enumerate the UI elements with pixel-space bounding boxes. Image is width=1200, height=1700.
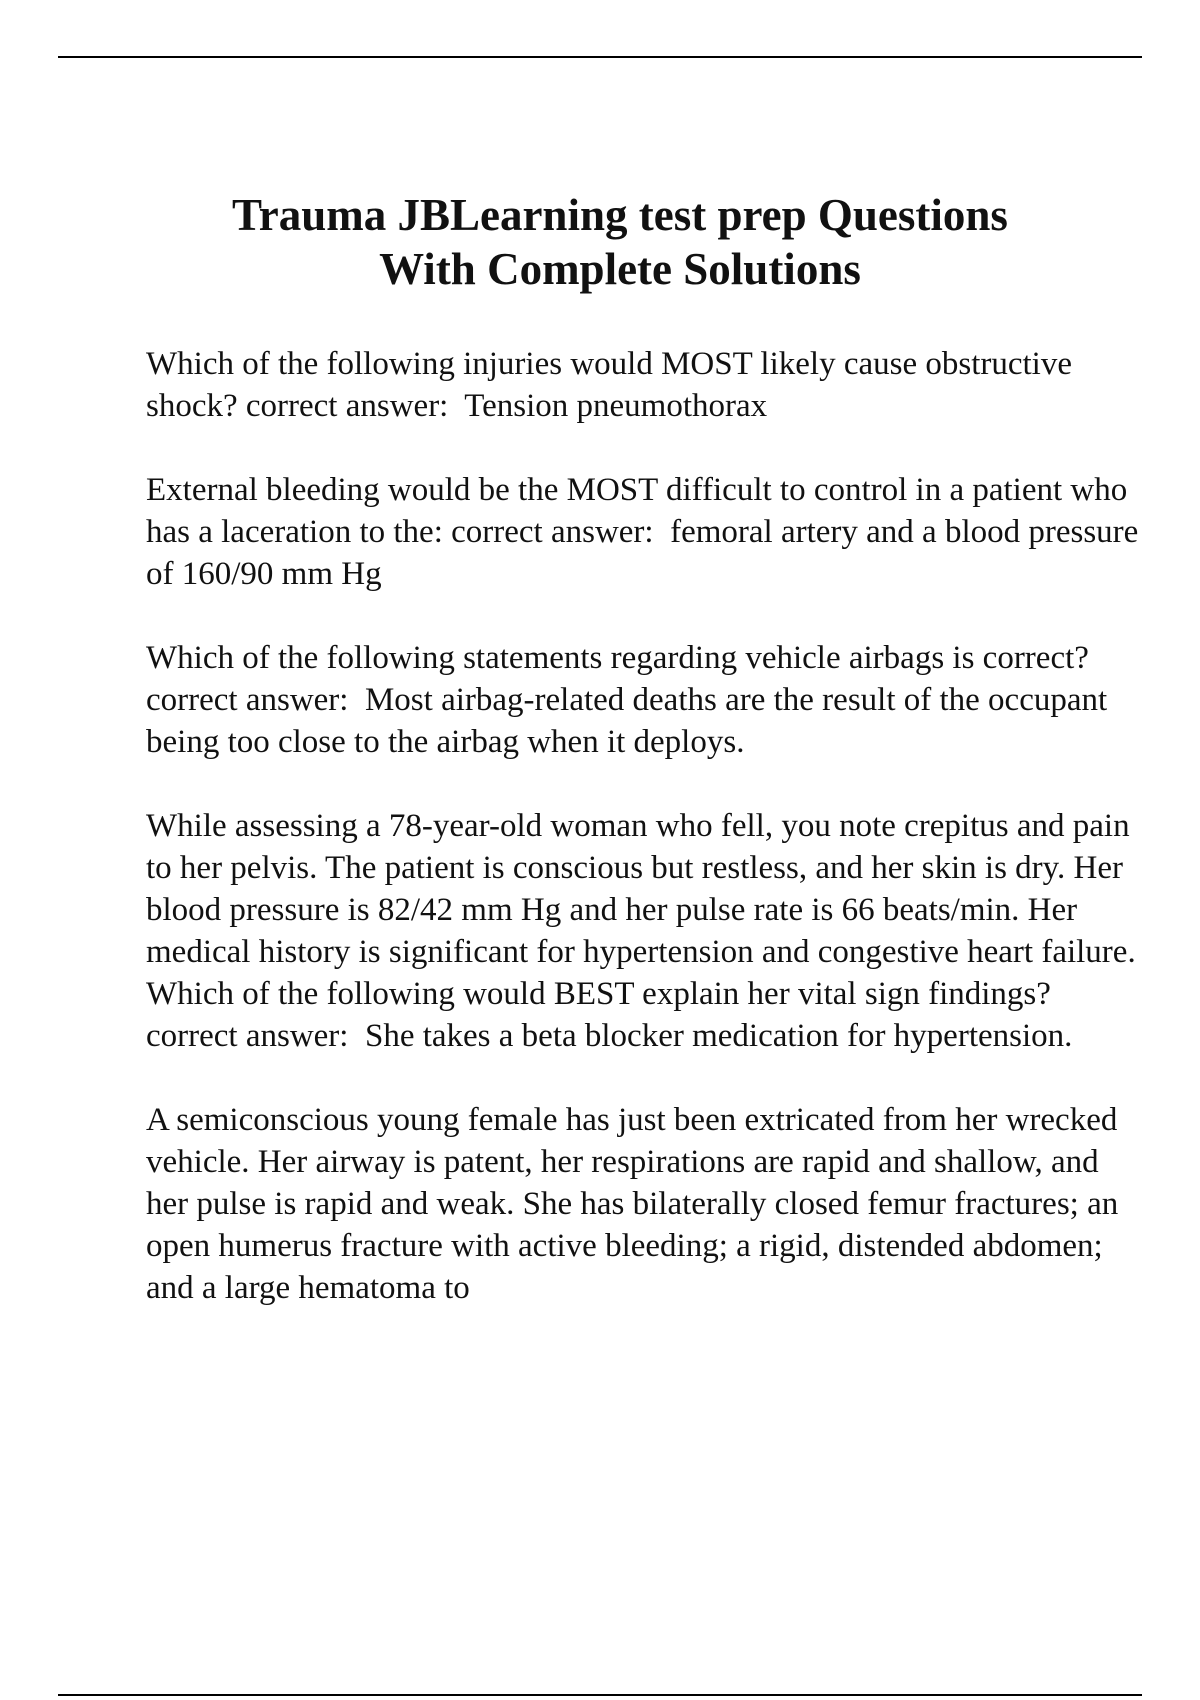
question-list xyxy=(146,343,1146,1351)
answer-text: Most airbag-related deaths are the result of the occupant being too close to the airbag when it deploys. xyxy=(146,682,1108,760)
question-item-2 xyxy=(146,469,1146,595)
question-item-1 xyxy=(146,343,1146,427)
answer-label: correct answer: xyxy=(146,1018,349,1054)
question-text: External bleeding would be the MOST difficult to control in a patient who has a laceration to the: xyxy=(146,472,1128,550)
question-text: A semiconscious young female has just been extricated from her wrecked vehicle. Her airway is patent, her respirations are rapid and shallow, and her pulse is rapid and weak. She has bilaterally closed femur fractures; an open humerus fracture with active bleeding; a rigid, distended abdomen; and a large hematoma to xyxy=(146,1102,1119,1306)
footer-rule xyxy=(58,1694,1142,1696)
title-line-1: Trauma JBLearning test prep Questions xyxy=(232,190,1008,240)
question-item-5 xyxy=(146,1099,1146,1309)
question-item-3 xyxy=(146,637,1146,763)
answer-label: correct answer: xyxy=(451,514,654,550)
answer-label: correct answer: xyxy=(146,682,349,718)
question-text: Which of the following injuries would MOST likely cause obstructive shock? xyxy=(146,346,1072,424)
question-item-4 xyxy=(146,805,1146,1057)
title-line-2: With Complete Solutions xyxy=(379,244,861,294)
answer-text: She takes a beta blocker medication for hypertension. xyxy=(364,1018,1073,1054)
answer-text: femoral artery and a blood pressure of 160/90 mm Hg xyxy=(146,514,1139,592)
page-title xyxy=(90,188,1150,296)
answer-label: correct answer: xyxy=(245,388,449,424)
header-rule xyxy=(58,56,1142,58)
question-text: Which of the following statements regarding vehicle airbags is correct? xyxy=(146,640,1089,676)
answer-text: Tension pneumothorax xyxy=(464,388,768,424)
question-text: While assessing a 78-year-old woman who fell, you note crepitus and pain to her pelvis. The patient is conscious but restless, and her skin is dry. Her blood pressure is 82/42 mm Hg and her pulse rate is 66 beats/min. Her medical history is significant for hypertension and congestive heart failure. Which of the following would BEST explain her vital sign findings? xyxy=(146,808,1136,1012)
